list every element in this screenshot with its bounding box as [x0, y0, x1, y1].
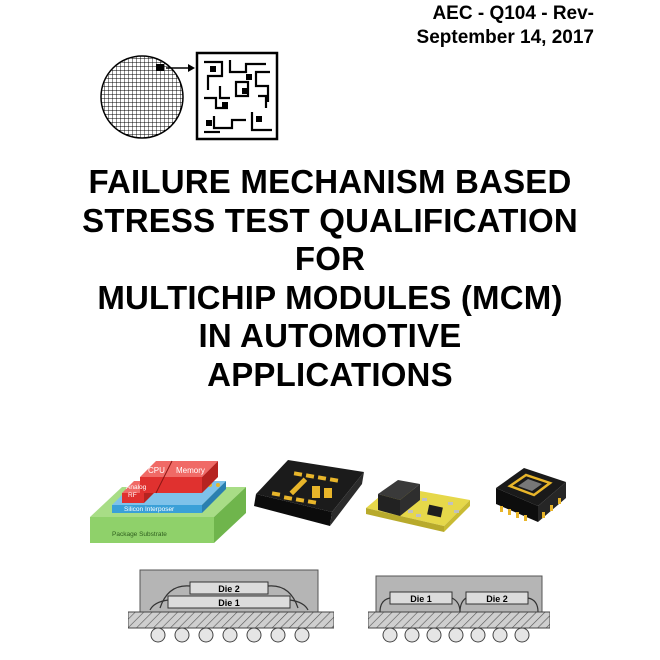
title-line: STRESS TEST QUALIFICATION	[82, 201, 578, 239]
die-2-label: Die 2	[486, 594, 508, 604]
wafer-die-logo	[96, 50, 282, 142]
analog-label: Analog	[126, 484, 147, 491]
die-1-label: Die 1	[410, 594, 432, 604]
die-1-label: Die 1	[218, 598, 240, 608]
interposer-mcm-diagram	[90, 455, 246, 545]
title-line: MULTICHIP MODULES (MCM)	[97, 278, 563, 316]
document-id: AEC - Q104 - Rev-	[432, 3, 594, 24]
die-2-label: Die 2	[218, 584, 240, 594]
cpu-label: CPU	[148, 466, 165, 475]
title-line: APPLICATIONS	[207, 355, 453, 393]
memory-label: Memory	[176, 466, 205, 475]
side-by-side-die-cross-section	[368, 568, 550, 656]
title-line: IN AUTOMOTIVE	[198, 317, 462, 354]
substrate-label: Package Substrate	[112, 531, 167, 538]
document-header	[417, 2, 594, 50]
qfn-package-image	[490, 462, 570, 530]
sip-module-image	[362, 470, 474, 536]
title-line: FAILURE MECHANISM BASED	[88, 163, 572, 200]
rf-label: RF	[128, 492, 137, 499]
title-line: FOR	[294, 240, 366, 277]
document-title	[0, 163, 660, 394]
stacked-die-cross-section	[128, 568, 334, 656]
pcb-module-image	[252, 458, 364, 528]
interposer-label: Silicon Interposer	[124, 506, 175, 513]
document-date: September 14, 2017	[416, 27, 594, 48]
